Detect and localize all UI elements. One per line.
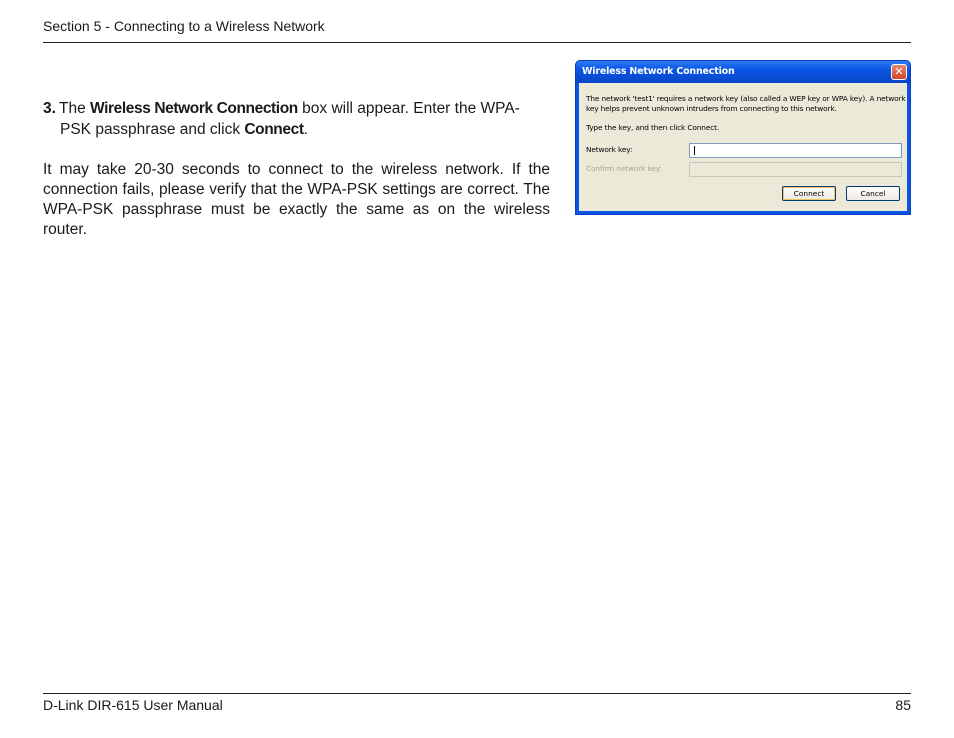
step-bold-connect: Connect — [244, 121, 304, 138]
step-number: 3. — [43, 100, 56, 117]
step-text-1: The — [59, 100, 91, 117]
section-header: Section 5 - Connecting to a Wireless Network — [43, 18, 325, 34]
confirm-key-label: Confirm network key: — [586, 164, 662, 173]
dialog-title: Wireless Network Connection — [582, 66, 735, 77]
wireless-connection-dialog — [575, 60, 911, 215]
text-caret — [694, 146, 695, 155]
manual-name: D-Link DIR-615 User Manual — [43, 697, 223, 713]
confirm-key-input — [689, 162, 902, 177]
footer-divider — [43, 693, 911, 694]
close-icon[interactable]: ✕ — [891, 64, 907, 80]
network-key-label: Network key: — [586, 145, 633, 154]
connection-note-paragraph: It may take 20-30 seconds to connect to the wireless network. If the connection fails, please verify that the WPA-PSK settings are correct. The WPA-PSK passphrase must be exactly the same as on the wireless router. — [43, 161, 550, 238]
network-key-input[interactable] — [689, 143, 902, 158]
step-3-instruction — [43, 98, 550, 140]
step-text-4: . — [303, 121, 308, 138]
step-text-3: PSK passphrase and click — [60, 121, 245, 138]
dialog-message: The network 'test1' requires a network key (also called a WEP key or WPA key). A network key helps prevent unknown intruders from connecting to this network. — [586, 94, 906, 113]
step-text-2: box will appear. Enter the WPA- — [297, 100, 520, 117]
step-bold-dialog-name: Wireless Network Connection — [90, 100, 298, 117]
dialog-titlebar[interactable] — [576, 61, 910, 83]
dialog-instruction: Type the key, and then click Connect. — [586, 123, 720, 132]
cancel-button[interactable]: Cancel — [846, 186, 900, 201]
connect-button[interactable]: Connect — [782, 186, 836, 201]
dialog-body — [579, 83, 907, 211]
page-number: 85 — [895, 697, 911, 713]
header-divider — [43, 42, 911, 43]
